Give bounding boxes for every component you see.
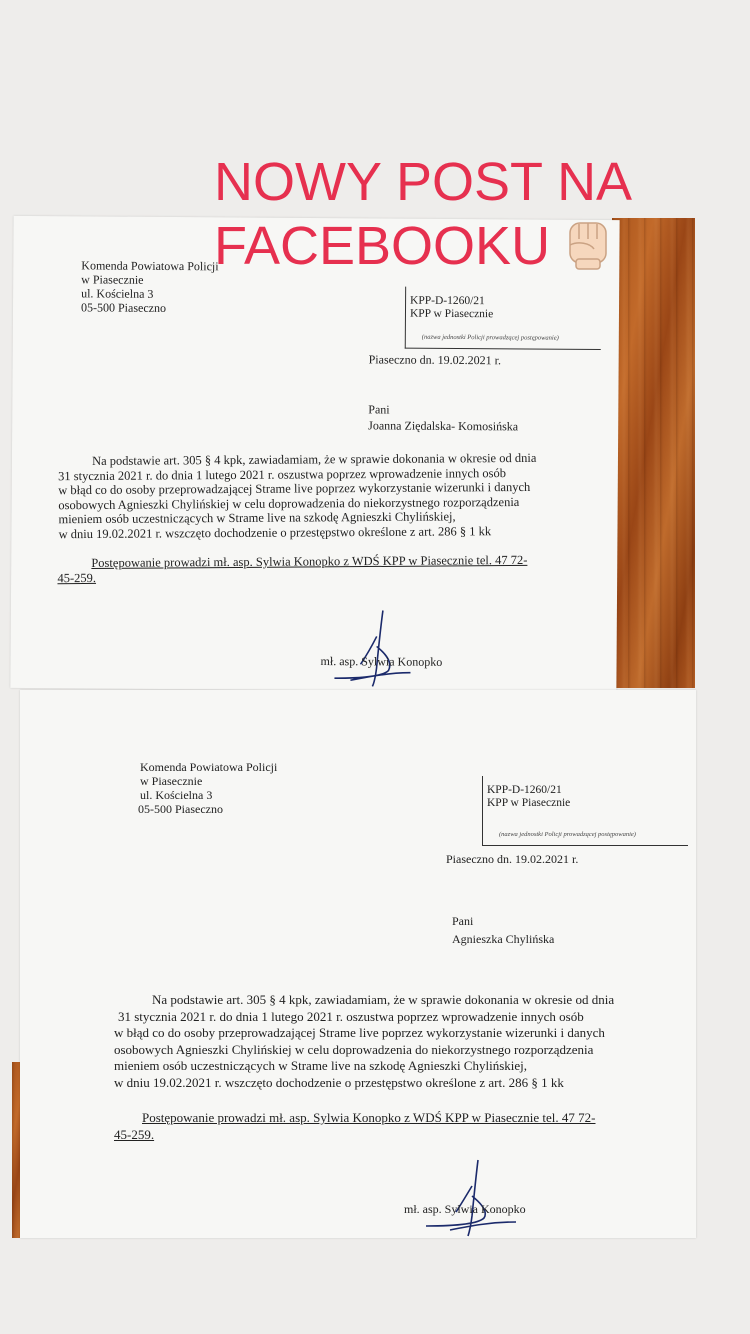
story-headline <box>214 150 634 285</box>
body-line: osobowych Agnieszki Chylińskiej w celu doprowadzenia do niekorzystnego rozporządzenia <box>114 1041 594 1057</box>
recipient-name: Agnieszka Chylińska <box>452 932 555 946</box>
body-line: mieniem osób uczestniczących w Strame live na szkodę Agnieszki Chylińskiej, <box>58 509 456 527</box>
handwritten-signature <box>420 1156 530 1238</box>
sender-line-4: 05-500 Piaseczno <box>80 300 167 315</box>
sender-line-2: w Piasecznie <box>140 774 203 788</box>
salutation: Pani <box>368 402 390 417</box>
officer-info <box>57 553 527 585</box>
case-reference-box <box>405 287 601 350</box>
sender-line-3: ul. Kościelna 3 <box>140 788 213 802</box>
officer-line-2: 45-259. <box>114 1126 155 1142</box>
case-unit-note: (nazwa jednostki Policji prowadzącej postępowanie) <box>421 333 559 342</box>
handwritten-signature <box>330 606 431 691</box>
place-date: Piaseczno dn. 19.02.2021 r. <box>446 852 579 866</box>
body-line: w dniu 19.02.2021 r. wszczęto dochodzenie o przestępstwo określone z art. 286 § 1 kk <box>114 1074 564 1090</box>
body-line: w dniu 19.02.2021 r. wszczęto dochodzenie o przestępstwo określone z art. 286 § 1 kk <box>58 523 492 541</box>
body-line: Na podstawie art. 305 § 4 kpk, zawiadamiam, że w sprawie dokonania w okresie od dnia <box>91 450 537 468</box>
officer-line-1: Postępowanie prowadzi mł. asp. Sylwia Konopko z WDŚ KPP w Piasecznie tel. 47 72- <box>142 1110 596 1125</box>
headline-line-2-text: FACEBOOKU <box>214 216 551 276</box>
case-reference-box <box>482 776 688 846</box>
place-date: Piaseczno dn. 19.02.2021 r. <box>368 352 502 368</box>
body-line: 31 stycznia 2021 r. do dnia 1 lutego 2021 r. oszustwa poprzez wprowadzenie innych osób <box>58 465 507 483</box>
sender-line-1: Komenda Powiatowa Policji <box>140 760 278 774</box>
officer-line-1: Postępowanie prowadzi mł. asp. Sylwia Konopko z WDŚ KPP w Piasecznie tel. 47 72- <box>91 552 528 570</box>
wood-background-top <box>612 218 695 688</box>
case-unit-note: (nazwa jednostki Policji prowadzącej postępowanie) <box>499 831 636 838</box>
recipient-name: Joanna Ziędalska- Komosińska <box>368 418 519 434</box>
body-line: Na podstawie art. 305 § 4 kpk, zawiadamiam, że w sprawie dokonania w okresie od dnia <box>152 992 615 1007</box>
headline-line-1: NOWY POST NA <box>214 152 633 212</box>
body-line: w błąd co do osoby przeprowadzającej Strame live poprzez wykorzystanie wizerunki i danych <box>58 479 531 498</box>
body-line: osobowych Agnieszki Chylińskiej w celu doprowadzenia do niekorzystnego rozporządzenia <box>58 494 520 512</box>
sender-line-2: w Piasecznie <box>81 272 144 287</box>
case-number: KPP-D-1260/21 <box>487 784 562 796</box>
police-letter-2 <box>20 690 696 1238</box>
body-line: mieniem osób uczestniczących w Strame live na szkodę Agnieszki Chylińskiej, <box>114 1058 528 1073</box>
notice-body <box>114 992 614 1091</box>
notice-body <box>58 451 537 541</box>
officer-line-2: 45-259. <box>57 570 97 585</box>
signature-name: mł. asp. Sylwia Konopko <box>404 1202 526 1216</box>
case-unit: KPP w Piasecznie <box>487 797 571 809</box>
signature-name: mł. asp. Sylwia Konopko <box>320 654 443 669</box>
salutation: Pani <box>452 914 474 928</box>
sender-line-3: ul. Kościelna 3 <box>81 286 154 301</box>
body-line: 31 stycznia 2021 r. do dnia 1 lutego 2021 r. oszustwa poprzez wprowadzenie innych osób <box>118 1008 584 1024</box>
body-line: w błąd co do osoby przeprowadzającej Strame live poprzez wykorzystanie wizerunki i danych <box>114 1025 605 1040</box>
police-letter-1 <box>10 216 619 692</box>
sender-line-1: Komenda Powiatowa Policji <box>81 258 219 274</box>
case-number: KPP-D-1260/21 <box>410 294 485 308</box>
raised-fist-icon <box>560 215 616 285</box>
case-unit: KPP w Piasecznie <box>409 307 494 321</box>
officer-info <box>114 1110 596 1143</box>
headline-line-2 <box>214 214 634 285</box>
sender-line-4: 05-500 Piaseczno <box>138 802 223 816</box>
